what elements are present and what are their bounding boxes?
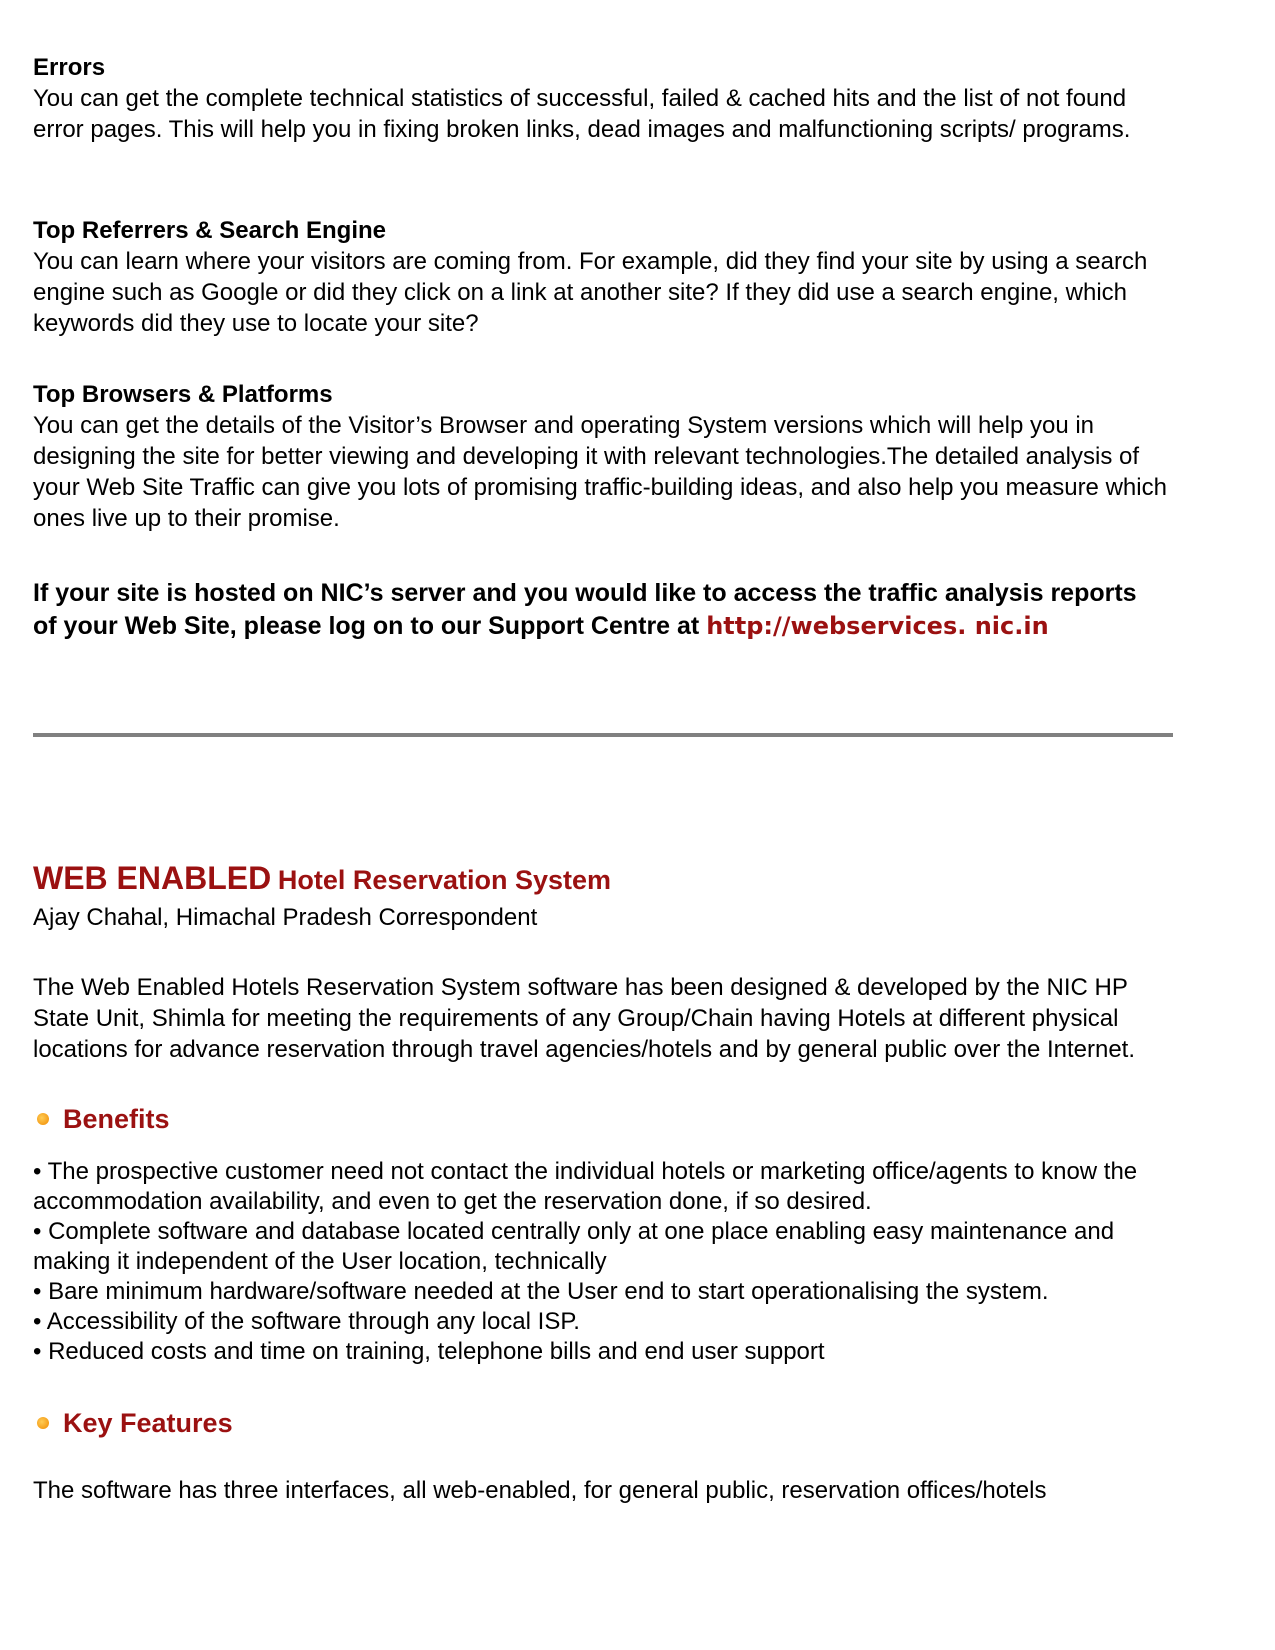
support-notice-section <box>33 577 1153 643</box>
referrers-section <box>33 215 1183 339</box>
orange-bullet-icon <box>37 1417 49 1429</box>
browsers-heading: Top Browsers & Platforms <box>33 381 333 408</box>
list-item: • Reduced costs and time on training, telephone bills and end user support <box>33 1338 825 1365</box>
list-item: • Bare minimum hardware/software needed at the User end to start operationalising the system. <box>33 1278 1049 1305</box>
article-title-rest: Hotel Reservation System <box>277 865 612 895</box>
referrers-body: You can learn where your visitors are coming from. For example, did they find your site by using a search engine such as Google or did they click on a link at another site? If they did use a search engine, which keywords did they use to locate your site? <box>33 248 1148 337</box>
article-byline: Ajay Chahal, Himachal Pradesh Correspondent <box>33 904 538 931</box>
key-features-heading-label: Key Features <box>63 1408 233 1438</box>
list-item: • The prospective customer need not contact the individual hotels or marketing office/agents to know the accommodation availability, and even to get the reservation done, if so desired. <box>33 1158 1138 1215</box>
referrers-heading: Top Referrers & Search Engine <box>33 217 386 244</box>
support-centre-link[interactable]: http://webservices. nic.in <box>706 612 1049 640</box>
article-title <box>33 858 1183 902</box>
section-divider <box>33 733 1173 737</box>
errors-body: You can get the complete technical statistics of successful, failed & cached hits and the list of not found error pages. This will help you in fixing broken links, dead images and malfunctioning scripts/ programs. <box>33 85 1131 143</box>
benefits-heading-label: Benefits <box>63 1104 170 1134</box>
errors-section <box>33 52 1183 145</box>
orange-bullet-icon <box>37 1113 49 1125</box>
browsers-body: You can get the details of the Visitor’s Browser and operating System versions which will help you in designing the site for better viewing and developing it with relevant technologies.The detailed analysis of your Web Site Traffic can give you lots of promising traffic-building ideas, and also help you measure which ones live up to their promise. <box>33 412 1167 532</box>
support-notice <box>33 577 1153 643</box>
hotel-reservation-article <box>33 858 1183 1506</box>
article-title-main: WEB ENABLED <box>33 860 272 896</box>
list-item: • Complete software and database located centrally only at one place enabling easy maintenance and making it independent of the User location, technically <box>33 1218 1115 1275</box>
key-features-heading <box>33 1405 1183 1441</box>
support-notice-text: If your site is hosted on NIC’s server and you would like to access the traffic analysis reports of your Web Site, please log on to our Support Centre at <box>33 579 1137 640</box>
errors-heading: Errors <box>33 54 106 81</box>
browsers-section <box>33 379 1183 534</box>
benefits-list <box>33 1157 1183 1367</box>
key-features-text: The software has three interfaces, all web-enabled, for general public, reservation offices/hotels <box>33 1477 1047 1504</box>
list-item: • Accessibility of the software through any local ISP. <box>33 1308 580 1335</box>
article-intro: The Web Enabled Hotels Reservation System software has been designed & developed by the NIC HP State Unit, Shimla for meeting the requirements of any Group/Chain having Hotels at different physical locations for advance reservation through travel agencies/hotels and by general public over the Internet. <box>33 974 1136 1063</box>
benefits-heading <box>33 1101 1183 1137</box>
